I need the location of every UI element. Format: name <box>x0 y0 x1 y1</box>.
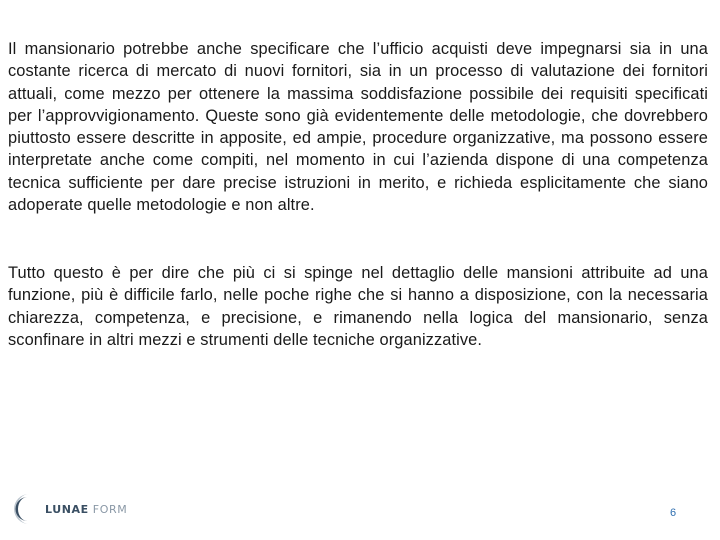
logo-word-lunae: LUNAE <box>45 502 89 516</box>
company-logo <box>12 492 127 526</box>
crescent-moon-icon <box>12 492 42 526</box>
body-paragraph-2: Tutto questo è per dire che più ci si spinge nel dettaglio delle mansioni attribuite ad una funzione, più è difficile farlo, nelle poche righe che si hanno a disposizione, con la necessaria chiarezza, competenza, e precisione, e rimanendo nella logica del mansionario, senza sconfinare in altri mezzi e strumenti delle tecniche organizzative. <box>8 264 708 349</box>
logo-word-form: FORM <box>92 502 128 516</box>
body-paragraph-1: Il mansionario potrebbe anche specificare che l’ufficio acquisti deve impegnarsi sia in una costante ricerca di mercato di nuovi fornitori, sia in un processo di valutazione dei fornitori attuali, come mezzo per ottenere la massima soddisfazione possibile dei requisiti specificati per l’approvvigionamento. Queste sono già evidentemente delle metodologie, che dovrebbero piuttosto essere descritte in apposite, ed ampie, procedure organizzative, ma possono essere interpretate anche come compiti, nel momento in cui l’azienda dispone di una competenza tecnica sufficiente per dare precise istruzioni in merito, e richieda esplicitamente che siano adoperate quelle metodologie e non altre. <box>8 40 708 215</box>
page-number: 6 <box>669 507 677 519</box>
logo-wordmark <box>45 503 127 516</box>
